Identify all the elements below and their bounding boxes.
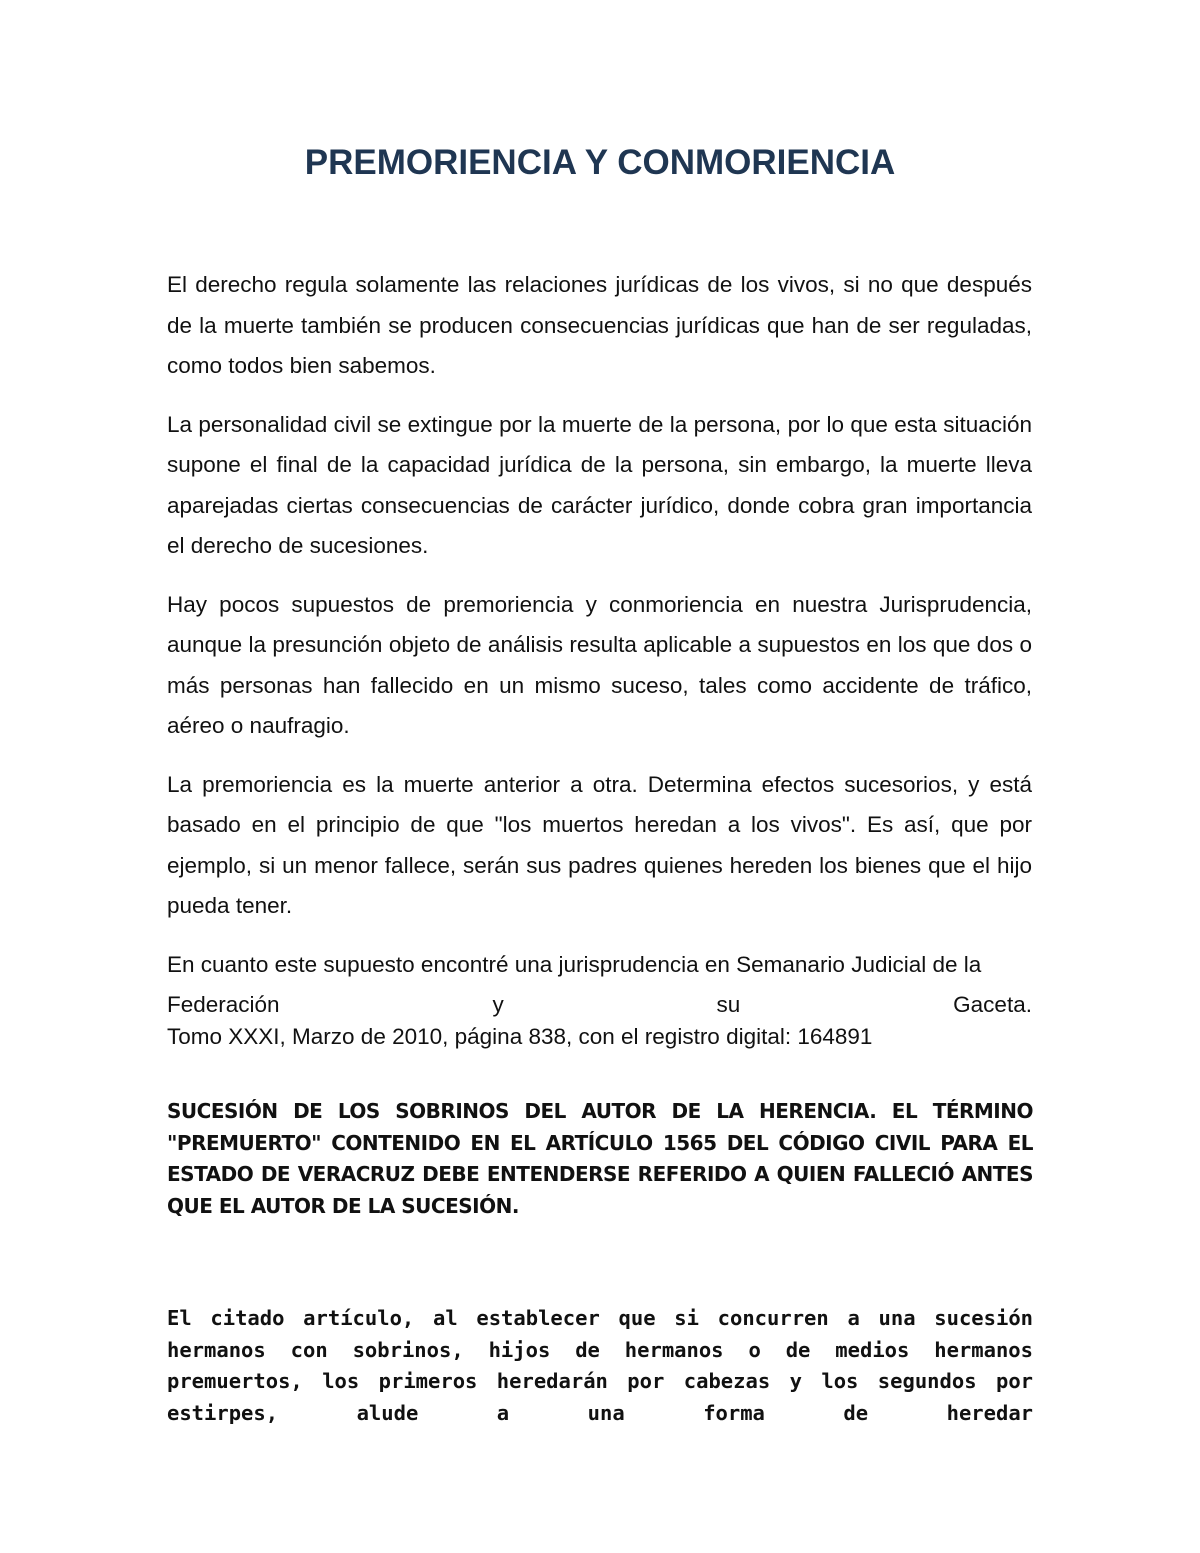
paragraph-supuestos: Hay pocos supuestos de premoriencia y conmoriencia en nuestra Jurisprudencia, aunque la presunción objeto de análisis resulta aplicable a supuestos en los que dos o más personas han fallecido en un mismo suceso, tales como accidente de tráfico, aéreo o naufragio.	[167, 591, 1032, 738]
source-word: Federación	[167, 992, 280, 1017]
paragraph-intro: El derecho regula solamente las relaciones jurídicas de los vivos, si no que después de la muerte también se producen consecuencias jurídicas que han de ser reguladas, como todos bien sabemos.	[167, 272, 1032, 378]
reference-line: Tomo XXXI, Marzo de 2010, página 838, con el registro digital: 164891	[167, 1024, 873, 1049]
source-word: su	[716, 992, 741, 1017]
jurisprudence-text: El citado artículo, al establecer que si concurren a una sucesión hermanos con sobrinos, hijos de hermanos o de medios hermanos premuertos, los primeros heredarán por cabezas y los segundos por estirpes, alude a una forma de heredar	[167, 1306, 1033, 1425]
paragraph-premoriencia: La premoriencia es la muerte anterior a otra. Determina efectos sucesorios, y está basado en el principio de que "los muertos heredan a los vivos". Es así, que por ejemplo, si un menor fallece, serán sus padres quienes hereden los bienes que el hijo pueda tener.	[167, 771, 1032, 918]
page-title: PREMORIENCIA Y CONMORIENCIA	[304, 143, 896, 182]
paragraph-personalidad: La personalidad civil se extingue por la muerte de la persona, por lo que esta situación supone el final de la capacidad jurídica de la persona, sin embargo, la muerte lleva aparejadas ciertas consecuencias de carácter jurídico, donde cobra gran importancia el derecho de sucesiones.	[167, 411, 1032, 558]
source-word: Gaceta.	[953, 992, 1032, 1017]
document-body	[167, 265, 1032, 1057]
paragraph-jurisprudencia-intro: En cuanto este supuesto encontré una jurisprudencia en Semanario Judicial de la	[167, 951, 982, 977]
jurisprudence-heading: SUCESIÓN DE LOS SOBRINOS DEL AUTOR DE LA HERENCIA. EL TÉRMINO "PREMUERTO" CONTENIDO EN EL ARTÍCULO 1565 DEL CÓDIGO CIVIL PARA EL ESTADO DE VERACRUZ DEBE ENTENDERSE REFERIDO A QUIEN FALLECIÓ ANTES QUE EL AUTOR DE LA SUCESIÓN.	[167, 1099, 1033, 1218]
source-word: y	[492, 992, 504, 1017]
